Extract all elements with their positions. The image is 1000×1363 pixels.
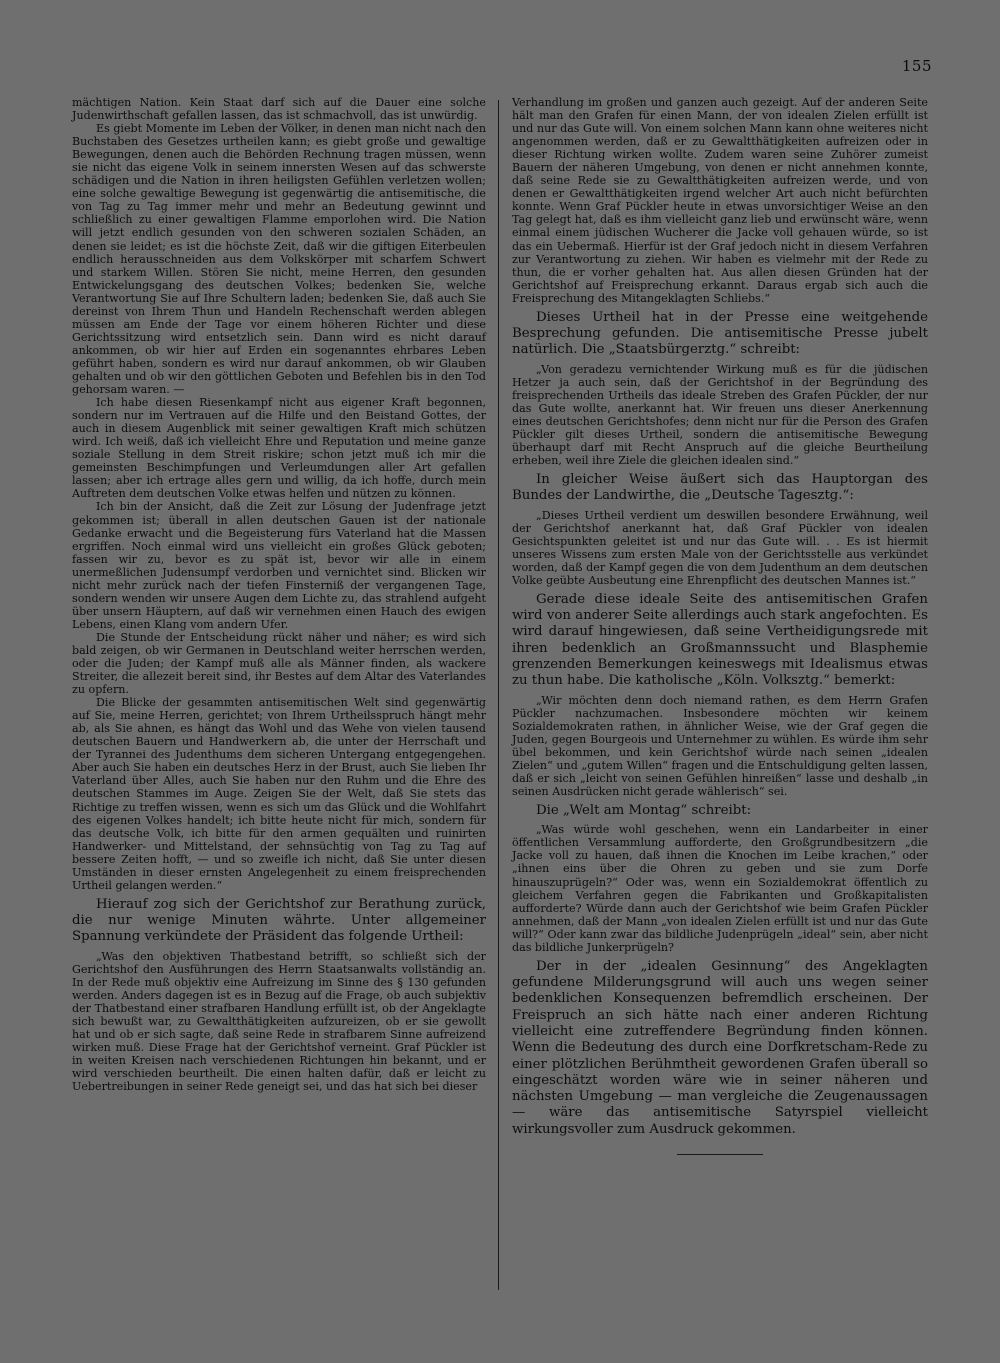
- paragraph: Ich bin der Ansicht, daß die Zeit zur Lösung der Judenfrage jetzt gekommen ist; überall in allen deutschen Gauen ist der nationale Gedanke erwacht und die Begeisterung fürs Vaterland hat die Massen ergriffen. Noch einmal wird uns vielleicht ein großes Glück geboten; fassen wir zu, bevor es zu spät ist, bevor wir alle in einem unermeßlichen Judensumpf verdorben und vernichtet sind. Blicken wir nicht mehr zurück nach der tiefen Finsterniß der vergangenen Tage, sondern wenden wir unsere Augen dem Lichte zu, das strahlend aufgeht über unsern Häuptern, auf daß wir vernehmen einen Hauch des ewigen Lebens, einen Klang vom andern Ufer.: [72, 500, 486, 631]
- paragraph: Ich habe diesen Riesenkampf nicht aus eigener Kraft begonnen, sondern nur im Vertrauen auf die Hilfe und den Beistand Gottes, der auch in diesem Augenblick mit seiner gewaltigen Kraft mich schützen wird. Ich weiß, daß ich vielleicht Ehre und Reputation und meine ganze soziale Stellung in dem Streit riskire; schon jetzt muß ich mir die gemeinsten Beschimpfungen und Verleumdungen aller Art gefallen lassen; aber ich ertrage alles gern und willig, da ich hoffe, durch mein Auftreten dem deutschen Volke etwas helfen und nützen zu können.: [72, 396, 486, 501]
- paragraph: In gleicher Weise äußert sich das Hauptorgan des Bundes der Landwirthe, die „Deutsche Tagesztg.“:: [512, 472, 928, 504]
- paragraph: Es giebt Momente im Leben der Völker, in denen man nicht nach den Buchstaben des Gesetzes urtheilen kann; es giebt große und gewaltige Bewegungen, denen auch die Behörden Rechnung tragen müssen, wenn sie nicht das eigene Volk in seinem innersten Wesen auf das schwerste schädigen und die Nation in ihren heiligsten Gefühlen verletzen wollen; eine solche gewaltige Bewegung ist gegenwärtig die antisemitische, die von Tag zu Tag immer mehr und mehr an Bedeutung gewinnt und schließlich zu einer gewaltigen Flamme emporlohen wird. Die Nation will jetzt endlich gesunden von den schweren sozialen Schäden, an denen sie leidet; es ist die höchste Zeit, daß wir die giftigen Eiterbeulen endlich herausschneiden aus dem Volkskörper mit scharfem Schwert und starkem Willen. Stören Sie nicht, meine Herren, den gesunden Entwickelungsgang des deutschen Volkes; bedenken Sie, welche Verantwortung Sie auf Ihre Schultern laden; bedenken Sie, daß auch Sie dereinst von Ihrem Thun und Handeln Rechenschaft werden ablegen müssen am Ende der Tage vor einem höheren Richter und diese Gerichtssitzung wird entsetzlich sein. Dann wird es nicht darauf ankommen, ob wir hier auf Erden ein sogenanntes ehrbares Leben geführt haben, sondern es wird nur darauf ankommen, ob wir Glauben gehalten und ob wir den göttlichen Geboten und Befehlen bis in den Tod gehorsam waren. —: [72, 122, 487, 397]
- paragraph: Der in der „idealen Gesinnung“ des Angeklagten gefundene Milderungsgrund will auch uns wegen seiner bedenklichen Konsequenzen befremdlich erscheinen. Der Freispruch an sich hätte nach einer anderen Richtung vielleicht eine zutreffendere Begründung finden können. Wenn die Bedeutung des durch eine Dorfkretscham-Rede zu einer plötzlichen Berühmtheit gewordenen Grafen überall so eingeschätzt worden wäre wie in seiner näheren und nächsten Umgebung — man vergleiche die Zeugenaussagen — wäre das antisemitische Satyrspiel vielleicht wirkungsvoller zum Ausdruck gekommen.: [512, 958, 928, 1137]
- paragraph: Gerade diese ideale Seite des antisemitischen Grafen wird von anderer Seite allerdings auch stark angefochten. Es wird darauf hingewiesen, daß seine Vertheidigungsrede mit ihren bedenklich an Großmannssucht und Blasphemie grenzenden Bemerkungen keineswegs mit Idealismus etwas zu thun habe. Die katholische „Köln. Volksztg.“ bemerkt:: [512, 591, 928, 689]
- quote: „Wir möchten denn doch niemand rathen, es dem Herrn Grafen Pückler nachzumachen. Insbesondere möchten wir keinem Sozialdemokraten rathen, in ähnlicher Weise, wie der Graf gegen die Juden, gegen Bourgeois und Unternehmer zu wühlen. Es würde ihm sehr übel bekommen, und kein Gerichtshof würde nach seinen „idealen Zielen“ und „gutem Willen“ fragen und die Entschuldigung gelten lassen, daß er sich „leicht von seinen Gefühlen hinreißen“ lasse und deshalb „in seinen Ausdrücken nicht gerade wählerisch“ sei.: [512, 693, 928, 798]
- paragraph: mächtigen Nation. Kein Staat darf sich auf die Dauer eine solche Judenwirthschaft gefallen lassen, das ist schmachvoll, das ist unwürdig.: [72, 96, 486, 123]
- paragraph: Verhandlung im großen und ganzen auch gezeigt. Auf der anderen Seite hält man den Grafen für einen Mann, der von idealen Zielen erfüllt ist und nur das Gute will. Von einem solchen Mann kann ohne weiteres nicht angenommen werden, daß er zu Gewaltthätigkeiten aufreizen oder in dieser Richtung wirken wollte. Zudem waren seine Zuhörer zumeist Bauern der näheren Umgebung, von denen er nicht annehmen konnte, daß seine Rede sie zu Gewaltthätigkeiten aufreizen werde, und von denen er Gewaltthätigkeiten irgend welcher Art auch nicht befürchten konnte. Wenn Graf Pückler heute in etwas unvorsichtiger Weise an den Tag gelegt hat, daß es ihm vielleicht ganz lieb und erwünscht wäre, wenn einmal einem jüdischen Wucherer die Jacke voll gehauen würde, so ist das ein Uebermaß. Hierfür ist der Graf jedoch nicht in diesem Verfahren zur Verantwortung zu ziehen. Wir haben es vielmehr mit der Rede zu thun, die er vorher gehalten hat. Aus allen diesen Gründen hat der Gerichtshof auf Freisprechung erkannt. Daraus ergab sich auch die Freisprechung des Mitangeklagten Schliebs.“: [512, 96, 928, 305]
- paragraph: „Was den objektiven Thatbestand betrifft, so schließt sich der Gerichtshof den Ausführungen des Herrn Staatsanwalts vollständig an. In der Rede muß objektiv eine Aufreizung im Sinne des § 130 gefunden werden. Anders dagegen ist es in Bezug auf die Frage, ob auch subjektiv der Thatbestand einer strafbaren Handlung erfüllt ist, ob der Angeklagte sich bewußt war, zu Gewaltthätigkeiten aufzureizen, ob er sie gewollt hat und ob er sich sagte, daß seine Rede in strafbarem Sinne aufreizend wirken muß. Diese Frage hat der Gerichtshof verneint. Graf Pückler ist in weiten Kreisen nach verschiedenen Richtungen hin bekannt, und er wird verschieden beurtheilt. Die einen halten dafür, daß er leicht zu Uebertreibungen in seiner Rede geneigt sei, und das hat sich bei dieser: [72, 949, 486, 1094]
- paragraph: Die „Welt am Montag“ schreibt:: [536, 803, 752, 819]
- quote: „Was würde wohl geschehen, wenn ein Landarbeiter in einer öffentlichen Versammlung aufforderte, den Großgrundbesitzern „die Jacke voll zu hauen, daß ihnen die Knochen im Leibe krachen,“ oder „ihnen eins über die Ohren zu geben und sie zum Dorfe hinauszuprügeln?“ Oder was, wenn ein Sozialdemokrat öffentlich zu gleichem Verfahren gegen die Fabrikanten und Großkapitalisten aufforderte? Würde dann auch der Gerichtshof wie beim Grafen Pückler annehmen, daß der Mann „von idealen Zielen erfüllt ist und nur das Gute will?“ Oder kann zwar das bildliche Judenprügeln „ideal“ sein, aber nicht das bildliche Junkerprügeln?: [512, 823, 928, 954]
- quote: „Von geradezu vernichtender Wirkung muß es für die jüdischen Hetzer ja auch sein, daß der Gerichtshof in der Begründung des freisprechenden Urtheils das ideale Streben des Grafen Pückler, der nur das Gute wollte, anerkannt hat. Wir freuen uns dieser Anerkennung eines deutschen Gerichtshofes; denn nicht nur für die Person des Grafen Pückler gilt dieses Urtheil, sondern die antisemitische Bewegung überhaupt darf mit Recht Anspruch auf die gleiche Beurtheilung erheben, weil ihre Ziele die gleichen idealen sind.“: [512, 362, 928, 467]
- left-column: [72, 96, 486, 1093]
- right-column: [512, 96, 928, 1155]
- paragraph: Dieses Urtheil hat in der Presse eine weitgehende Besprechung gefunden. Die antisemitische Presse jubelt natürlich. Die „Staatsbürgerztg.“ schreibt:: [512, 309, 928, 358]
- page-number: 155: [901, 57, 932, 75]
- quote: „Dieses Urtheil verdient um deswillen besondere Erwähnung, weil der Gerichtshof anerkannt hat, daß Graf Pückler von idealen Gesichtspunkten geleitet ist und nur das Gute will. . . Es ist hiermit unseres Wissens zum ersten Male von der Gerichtsstelle aus verkündet worden, daß der Kampf gegen die von dem Judenthum an dem deutschen Volke geübte Ausbeutung eine Ehrenpflicht des deutschen Mannes ist.“: [512, 508, 928, 587]
- column-divider: [498, 100, 499, 1290]
- end-rule: [677, 1154, 763, 1155]
- paragraph: Die Blicke der gesammten antisemitischen Welt sind gegenwärtig auf Sie, meine Herren, gerichtet; von Ihrem Urtheilsspruch hängt mehr ab, als Sie ahnen, es hängt das Wohl und das Wehe von vielen tausend deutschen Bauern und Handwerkern ab, die unter der Herrschaft und der Tyrannei des Judenthums dem sicheren Untergang entgegengehen. Aber auch Sie haben ein deutsches Herz in der Brust, auch Sie lieben Ihr Vaterland über Alles, auch Sie haben nur den Ruhm und die Ehre des deutschen Stammes im Auge. Zeigen Sie der Welt, daß Sie stets das Richtige zu treffen wissen, wenn es sich um das Glück und die Wohlfahrt des eigenen Volkes handelt; ich bitte heute nicht für mich, sondern für das deutsche Volk, ich bitte für den armen gequälten und ruinirten Handwerker- und Mittelstand, der sehnsüchtig von Tag zu Tag auf bessere Zeiten hofft, — und so zweifle ich nicht, daß Sie unter diesen Umständen in dieser ernsten Angelegenheit zu einem freisprechenden Urtheil gelangen werden.“: [72, 696, 486, 892]
- paragraph: Hierauf zog sich der Gerichtshof zur Berathung zurück, die nur wenige Minuten währte. Unter allgemeiner Spannung verkündete der Präsident das folgende Urtheil:: [72, 896, 486, 945]
- paragraph: Die Stunde der Entscheidung rückt näher und näher; es wird sich bald zeigen, ob wir Germanen in Deutschland weiter herrschen werden, oder die Juden; der Kampf muß alle als Männer finden, als wackere Streiter, die allezeit bereit sind, ihr Bestes auf dem Altar des Vaterlandes zu opfern.: [72, 630, 486, 697]
